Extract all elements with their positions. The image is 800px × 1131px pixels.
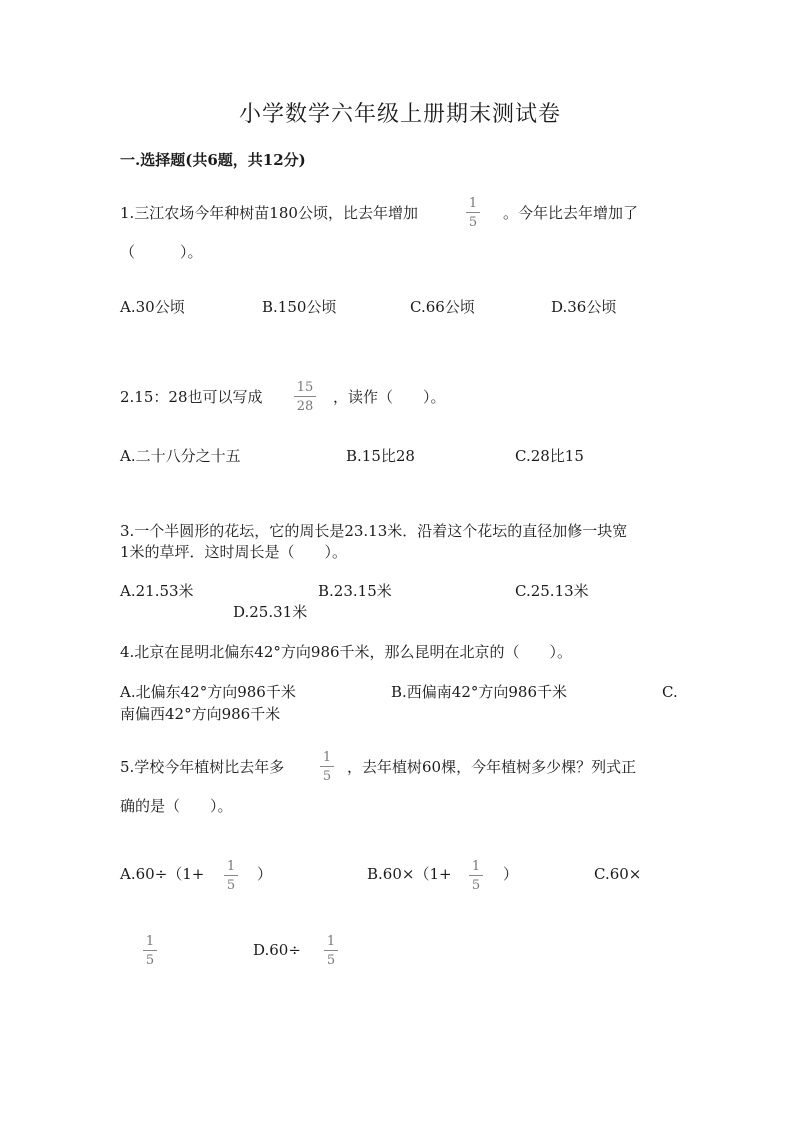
q1-option-c: C.66公顷 (410, 298, 475, 316)
q5-option-b-fraction (469, 859, 483, 893)
q3-option-a: A.21.53米 (120, 582, 194, 600)
q5-option-b-prefix: B.60×（1+ (367, 865, 452, 883)
q2-option-b: B.15比28 (346, 447, 415, 465)
q3-stem-line2: 1米的草坪．这时周长是（ ）。 (120, 543, 348, 561)
q5-fraction-numerator: 1 (322, 750, 332, 765)
q2-option-a: A.二十八分之十五 (120, 447, 241, 465)
q5-option-d-denominator: 5 (326, 953, 336, 968)
q1-option-d: D.36公顷 (551, 298, 617, 316)
q2-fraction (294, 380, 316, 414)
q3-option-c: C.25.13米 (515, 582, 589, 600)
q4-stem: 4.北京在昆明北偏东42°方向986千米，那么昆明在北京的（ ）。 (120, 643, 573, 661)
fraction-bar (469, 875, 483, 876)
fraction-bar (324, 950, 338, 951)
page-title: 小学数学六年级上册期末测试卷 (238, 102, 561, 127)
q1-fraction-numerator: 1 (468, 196, 478, 211)
q5-option-d-prefix: D.60÷ (253, 941, 301, 959)
q2-stem-part2: ，读作（ ）。 (333, 388, 446, 406)
q2-fraction-denominator: 28 (296, 399, 314, 414)
q5-option-a-fraction (224, 859, 238, 893)
fraction-bar (466, 212, 480, 213)
q2-fraction-numerator: 15 (296, 380, 314, 395)
q5-option-c-prefix: C.60× (594, 865, 642, 883)
q1-fraction (466, 196, 480, 230)
q5-stem-part3: 确的是（ ）。 (120, 797, 233, 815)
q5-option-c-numerator: 1 (145, 934, 155, 949)
q5-stem-part1: 5.学校今年植树比去年多 (120, 758, 285, 776)
q3-option-b: B.23.15米 (318, 582, 392, 600)
q2-stem-part1: 2.15：28也可以写成 (120, 388, 263, 406)
q3-option-d: D.25.31米 (233, 603, 308, 621)
q4-option-c-label: C. (662, 683, 678, 701)
q5-option-a-prefix: A.60÷（1+ (120, 865, 205, 883)
q5-option-d-fraction (324, 934, 338, 968)
q5-option-b-numerator: 1 (471, 859, 481, 874)
q4-option-b: B.西偏南42°方向986千米 (391, 683, 568, 701)
q5-fraction-denominator: 5 (322, 769, 332, 784)
q5-option-b-denominator: 5 (471, 878, 481, 893)
q5-option-a-denominator: 5 (226, 878, 236, 893)
fraction-bar (224, 875, 238, 876)
q5-option-a-suffix: ） (257, 865, 273, 883)
q1-stem-part3: （ ）。 (120, 243, 203, 261)
q2-option-c: C.28比15 (515, 447, 584, 465)
q1-option-a: A.30公顷 (120, 298, 185, 316)
q4-option-a: A.北偏东42°方向986千米 (120, 683, 296, 701)
section-heading: 一.选择题(共6题，共12分) (120, 151, 306, 169)
q1-stem-part1: 1.三江农场今年种树苗180公顷，比去年增加 (120, 204, 418, 222)
q5-option-a-numerator: 1 (226, 859, 236, 874)
q4-option-c-text: 南偏西42°方向986千米 (120, 705, 281, 723)
q5-option-d-numerator: 1 (326, 934, 336, 949)
fraction-bar (320, 766, 334, 767)
q5-option-c-denominator: 5 (145, 953, 155, 968)
q1-fraction-denominator: 5 (468, 215, 478, 230)
q5-fraction (320, 750, 334, 784)
fraction-bar (143, 950, 157, 951)
q5-option-c-fraction (143, 934, 157, 968)
q5-stem-part2: ，去年植树60棵，今年植树多少棵？列式正 (347, 758, 637, 776)
q1-stem-part2: 。今年比去年增加了 (503, 204, 639, 222)
q5-option-b-suffix: ） (503, 865, 519, 883)
fraction-bar (294, 396, 316, 397)
q3-stem-line1: 3.一个半圆形的花坛，它的周长是23.13米．沿着这个花坛的直径加修一块宽 (120, 522, 628, 540)
q1-option-b: B.150公顷 (262, 298, 337, 316)
